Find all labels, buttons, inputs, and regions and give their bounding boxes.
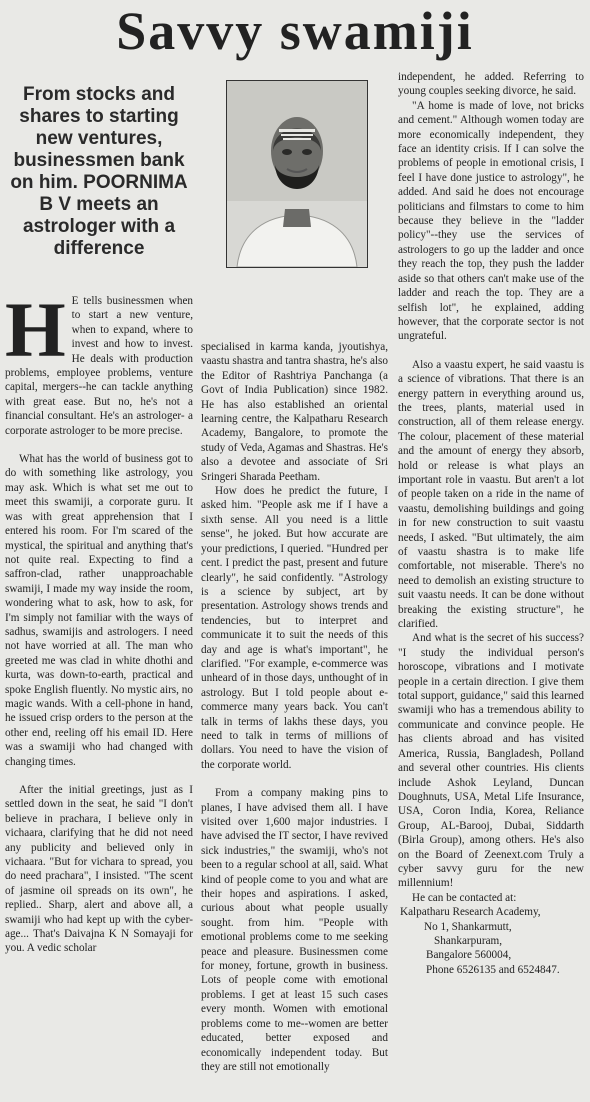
headline: Savvy swamiji bbox=[116, 1, 474, 61]
paragraph: After the initial greetings, just as I settled down in the seat, he said "I don't believe in prachara, I believe only in vichaara, clarifying that he did not need any publicity and believed only in vichaara. "But for vichara to spread, you do need prachara", I insisted. "The scent of jasmine oil spreads on its own", he replied.. Sharp, alert and above all, a swamiji who had kept up with the cyber-age... That's Daivajna K N Somayaji for you. A vedic scholar bbox=[5, 784, 193, 955]
paragraph: independent, he added. Referring to young couples seeking divorce, he said. bbox=[398, 71, 584, 98]
article-column-3 bbox=[398, 70, 584, 977]
address-line: Kalpatharu Research Academy, bbox=[400, 906, 541, 919]
article-column-2 bbox=[201, 340, 388, 1074]
paragraph: Also a vaastu expert, he said vaastu is a science of vibrations. That there is an energy pattern in everything around us, the trees, plants, material used in construction, all of them release energy. The colour, placement of these material and the amount of energy they absorb, hold or release is what plays an important role in vaastu. But aren't a lot of people taken on a ride in the name of vaastu, demolishing buildings and going in for new construction to suit vaastu needs, I asked. "But ultimately, the aim of vaastu shastra is to make life comfortable, not miserable. There's no need to demolish an existing structure to suit vaastu needs. It can be done without breaking the existing structure", he clarified. bbox=[398, 358, 584, 631]
paragraph: From a company making pins to planes, I have advised them all. I have visited over 1,600 major industries. I have advised the IT sector, I have revived sick industries," the swamiji, who's not been to a regular school at all, said. What kind of people come to you and what are their hopes and aspirations. I asked, curious about what people usually sought. from him. "People with emotional problems come to me seeking peace and pleasure. Businessmen come for money, fortune, growth in business. Lots of people come with emotional problems. I get at least 15 such cases every month. Women with emotional problems come to me--women are better educated, better exposed and economically independent today. But they are still not emotionally bbox=[201, 787, 388, 1073]
drop-cap: H bbox=[5, 286, 66, 373]
address-phone: Phone 6526135 and 6524847. bbox=[426, 963, 560, 976]
paragraph: How does he predict the future, I asked him. "People ask me if I have a sixth sense. All you need is a little sense", he joked. But how accurate are your predictions, I queried. "Hundred per cent. I predict the past, present and future clearly", he said confidently. "Astrology is a science by subject, art by presentation. Astrology shows trends and tendencies, but to interpret and communicate it to suit the needs of this day and age is what's important", he clarified. "For example, e-commerce was unheard of in those days, unthought of in astrology. But I told people about e-commerce many years back. You can't talk in terms of lakhs these days, you need to talk in terms of millions of dollars. You need to have the vision of the corporate world. bbox=[201, 485, 388, 771]
astrologer-photo bbox=[226, 80, 368, 268]
address-line: No 1, Shankarmutt, bbox=[424, 920, 512, 933]
address-line: Shankarpuram, bbox=[434, 934, 503, 947]
paragraph: What has the world of business got to do with something like astrology, you may ask. Which is what set me out to meet this swamiji, a corporate guru. It was with great apprehension that I entered his room. For I'm scared of the mystical, the spiritual and anything that's not quite real. Expecting to find a saffron-clad, rather unapproachable swamiji, I made my way inside the room, wondering what to ask, how to ask, for I'm simply not familiar with the ways of sadhus, swamijis and astrologers. I need not have worried at all. The man who greeted me was clad in white dhothi and kurta, was down-to-earth, practical and spoke English fluently. No mystic airs, no magic wands. With a cell-phone in hand, he issued crisp orders to the person at the other end, reeling off his email ID. Here was a swamiji who had changed with changing times. bbox=[5, 453, 193, 768]
paragraph: And what is the secret of his success? "I study the individual person's horoscope, vibrations and I motivate people in a certain direction. I give them total support, guidance," said this learned swamiji who has a tremendous ability to communicate and convince people. He has clients abroad and has visited America, Russia, Bangladesh, Polland and several other countries. His clients include Ashok Leyland, Duncan Doughnuts, USA, Metal Life Insurance, USA, Coron India, Korea, Reliance Group, AL-Barooj, Dubai, Siddarth (Birla Group), among others. He's also on the Board of Zeenext.com Truly a cyber savvy guru for the new millennium! bbox=[398, 632, 584, 890]
lead-paragraph bbox=[5, 286, 193, 438]
contact-address bbox=[398, 905, 584, 977]
paragraph: specialised in karma kanda, jyoutishya, vaastu shastra and tantra shastra, he's also the Editor of Rashtriya Panchanga (a Govt of India Publication) since 1982. He has also established an oriental learning centre, the Kalpatharu Research Academy, Bangalore, to promote the study of Veda, Agamas and Shastras. He's also a devotee and associate of Sri Sringeri Sharada Peetham. bbox=[201, 341, 388, 483]
paragraph: "A home is made of love, not bricks and cement." Although women today are more economically independent, they face an identity crisis. If I can solve the problems of people in emotional crisis, I feel I have done justice to astrology", he added. And said he does not encourage politicians and filmstars to come to him because they believe in the "ladder policy"--they use the services of astrologers to go up the ladder and once they reach the top, they push the ladder aside so that others can't make use of the ladder and reach the top. They are a selfish lot", he explained, adding however, that the corporate sector is not ungrateful. bbox=[398, 99, 584, 343]
portrait-image bbox=[227, 81, 367, 267]
article-deck: From stocks and shares to starting new ventures, businessmen bank on him. POORNIMA B V meets an astrologer with a difference bbox=[10, 84, 188, 259]
lead-text: E tells businessmen when to start a new venture, when to expand, where to invest and how to invest. He deals with production problems, employee problems, venture capital, mergers--he can tackle anything with great ease. But no, he's not a financial consultant. He's an astrologer- a corporate astrologer to be more precise. bbox=[5, 295, 193, 437]
contact-intro: He can be contacted at: bbox=[412, 891, 517, 904]
address-line: Bangalore 560004, bbox=[426, 949, 512, 962]
article-column-1 bbox=[5, 72, 193, 956]
